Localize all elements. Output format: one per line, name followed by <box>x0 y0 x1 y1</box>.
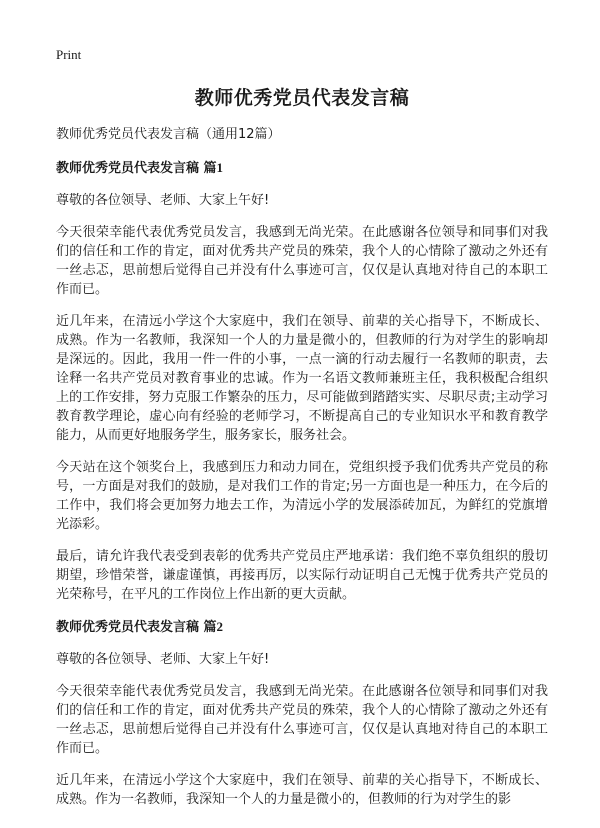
paragraph: 近几年来，在清远小学这个大家庭中，我们在领导、前辈的关心指导下，不断成长、成熟。作为一名教师，我深知一个人的力量是微小的，但教师的行为对学生的影 <box>56 773 548 807</box>
paragraph: 今天很荣幸能代表优秀党员发言，我感到无尚光荣。在此感谢各位领导和同事们对我们的信任和工作的肯定，面对优秀共产党员的殊荣，我个人的心情除了激动之外还有一丝忐忑，思前想后觉得自己并没有什么事迹可言，仅仅是认真地对待自己的本职工作而已。 <box>56 684 548 756</box>
print-link[interactable]: Print <box>56 47 82 62</box>
section-heading <box>56 617 548 638</box>
section-heading-number: 2 <box>216 619 224 634</box>
section-heading-text: 教师优秀党员代表发言稿 篇 <box>56 161 217 176</box>
section-1 <box>56 158 548 604</box>
paragraph: 今天很荣幸能代表优秀党员发言，我感到无尚光荣。在此感谢各位领导和同事们对我们的信任和工作的肯定，面对优秀共产党员的殊荣，我个人的心情除了激动之外还有一丝忐忑，思前想后觉得自己并没有什么事迹可言，仅仅是认真地对待自己的本职工作而已。 <box>56 225 548 297</box>
document-subtitle: 教师优秀党员代表发言稿（通用12篇） <box>56 127 281 142</box>
paragraph: 近几年来，在清远小学这个大家庭中，我们在领导、前辈的关心指导下，不断成长、成熟。作为一名教师，我深知一个人的力量是微小的，但教师的行为对学生的影响却是深远的。因此，我用一件一件的小事，一点一滴的行动去履行一名教师的职责，去诠释一名共产党员对教育事业的忠诚。作为一名语文教师兼班主任，我积极配合组织上的工作安排，努力克服工作繁杂的压力，尽可能做到踏踏实实、尽职尽责;主动学习教育教学理论，虚心向有经验的老师学习，不断提高自己的专业知识水平和教育教学能力，从而更好地服务学生，服务家长，服务社会。 <box>56 314 548 443</box>
paragraph: 尊敬的各位领导、老师、大家上午好! <box>56 652 270 667</box>
paragraph: 今天站在这个领奖台上，我感到压力和动力同在，党组织授予我们优秀共产党员的称号，一方面是对我们的鼓励，是对我们工作的肯定;另一方面也是一种压力，在今后的工作中，我们将会更加努力地去工作，为清远小学的发展添砖加瓦，为鲜红的党旗增光添彩。 <box>56 460 548 532</box>
paragraph: 尊敬的各位领导、老师、大家上午好! <box>56 193 270 208</box>
section-2 <box>56 617 548 809</box>
paragraph: 最后，请允许我代表受到表彰的优秀共产党员庄严地承诺：我们绝不辜负组织的殷切期望，珍惜荣誉，谦虚谨慎，再接再厉，以实际行动证明自己无愧于优秀共产党员的光荣称号，在平凡的工作岗位上作出新的更大贡献。 <box>56 549 548 602</box>
section-heading-text: 教师优秀党员代表发言稿 篇 <box>56 620 217 635</box>
section-heading-number: 1 <box>216 160 224 175</box>
document-title: 教师优秀党员代表发言稿 <box>194 87 410 109</box>
section-heading <box>56 158 548 179</box>
